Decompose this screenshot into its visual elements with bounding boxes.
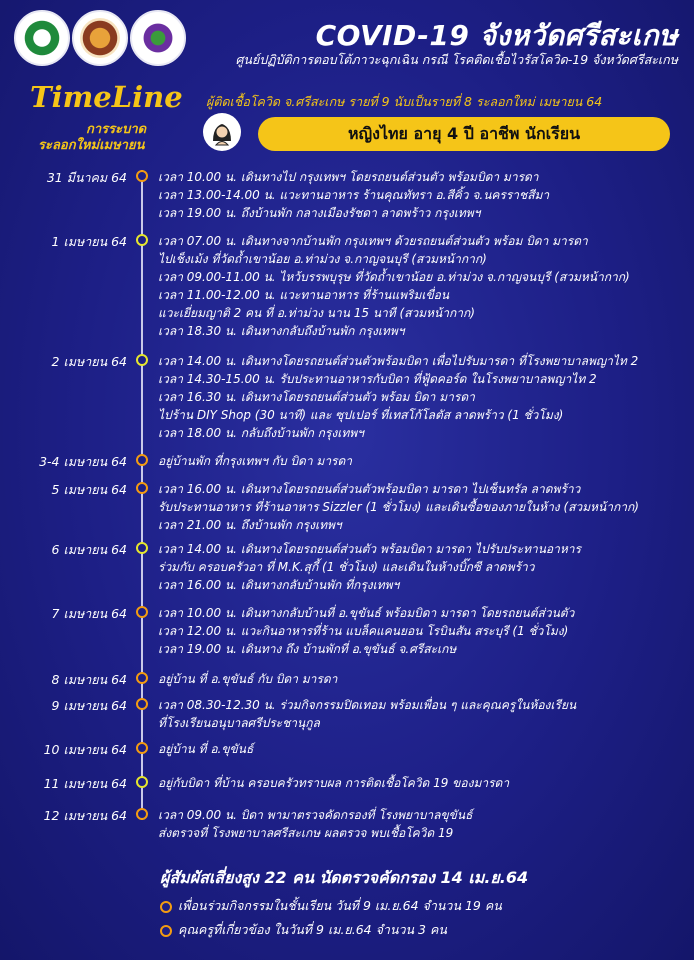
timeline-dot [136,776,148,788]
entry-line: รับประทานอาหาร ที่ร้านอาหาร Sizzler (1 ชั่วโมง) และเดินซื้อของภายในห้าง (สวมหน้ากาก) [158,500,639,514]
entry-line: เวลา 19.00 น. ถึงบ้านพัก กลางเมืองรัชดา ลาดพร้าว กรุงเทพฯ [158,206,481,220]
garuda-emblem-logo-icon [138,18,178,58]
timeline-dot [136,698,148,710]
contact-item-text: เพื่อนร่วมกิจกรรมในชั้นเรียน วันที่ 9 เม.ย.64 จำนวน 19 คน [178,898,502,913]
garuda-logo [130,10,186,66]
entry-line: เวลา 11.00-12.00 น. แวะทานอาหาร ที่ร้านแพริมเขื่อน [158,288,450,302]
entry-line: เวลา 18.00 น. กลับถึงบ้านพัก กรุงเทพฯ [158,426,364,440]
entry-line: เวลา 19.00 น. เดินทาง ถึง บ้านพักที่ อ.ขุขันธ์ จ.ศรีสะเกษ [158,642,457,656]
entry-line: ร่วมกับ ครอบครัวอา ที่ M.K.สุกี้ (1 ชั่วโมง) และเดินในห้างบิ๊กซี ลาดพร้าว [158,560,535,574]
entry-date: 10 เมษายน 64 [43,742,127,757]
entry-date: 8 เมษายน 64 [51,672,127,687]
entry-line: ไปร้าน DIY Shop (30 นาที) และ ซุปเปอร์ ที่เทสโก้โลตัส ลาดพร้าว (1 ชั่วโมง) [158,408,564,422]
entry-date: 1 เมษายน 64 [51,234,127,249]
timeline-title: TimeLine [30,80,183,114]
entry-line: เวลา 09.00-11.00 น. ไหว้บรรพบุรุษ ที่วัดถ้ำเขาน้อย อ.ท่าม่วง จ.กาญจนบุรี (สวมหน้ากาก) [158,270,630,284]
entry-line: ไปเช็งเม้ง ที่วัดถ้ำเขาน้อย อ.ท่าม่วง จ.กาญจนบุรี (สวมหน้ากาก) [158,252,487,266]
case-summary: ผู้ติดเชื้อโควิด จ.ศรีสะเกษ รายที่ 9 นับเป็นรายที่ 8 ระลอกใหม่ เมษายน 64 [206,94,603,109]
timeline-dot [136,354,148,366]
timeline-dot [136,808,148,820]
entry-line: เวลา 16.00 น. เดินทางโดยรถยนต์ส่วนตัวพร้อมบิดา มารดา ไปเซ็นทรัล ลาดพร้าว [158,482,581,496]
timeline-dot [136,482,148,494]
entry-date: 3-4 เมษายน 64 [39,454,127,469]
timeline-dot [136,606,148,618]
entry-line: อยู่กับบิดา ที่บ้าน ครอบครัวทราบผล การติดเชื้อโควิด 19 ของมารดา [158,776,510,790]
entry-line: เวลา 14.00 น. เดินทางโดยรถยนต์ส่วนตัวพร้อมบิดา เพื่อไปรับมารดา ที่โรงพยาบาลพญาไท 2 [158,354,639,368]
contacts-title: ผู้สัมผัสเสี่ยงสูง 22 คน นัดตรวจคัดกรอง 14 เม.ย.64 [160,868,529,887]
entry-line: เวลา 12.00 น. แวะกินอาหารที่ร้าน แบล็คแคนยอน โรบินสัน สระบุรี (1 ชั่วโมง) [158,624,569,638]
entry-line: เวลา 16.00 น. เดินทางกลับบ้านพัก ที่กรุงเทพฯ [158,578,400,592]
entry-line: อยู่บ้าน ที่ อ.ขุขันธ์ กับ บิดา มารดา [158,672,338,686]
timeline-line [141,170,143,820]
timeline-dot [136,170,148,182]
entry-line: ส่งตรวจที่ โรงพยาบาลศรีสะเกษ ผลตรวจ พบเชื้อโควิด 19 [158,826,454,840]
timeline-dot [136,454,148,466]
entry-date: 2 เมษายน 64 [51,354,127,369]
entry-date: 7 เมษายน 64 [51,606,127,621]
entry-line: เวลา 07.00 น. เดินทางจากบ้านพัก กรุงเทพฯ ด้วยรถยนต์ส่วนตัว พร้อม บิดา มารดา [158,234,588,248]
timeline-dot [160,925,172,937]
entry-line: เวลา 13.00-14.00 น. แวะทานอาหาร ร้านคุณทัทรา อ.สีคิ้ว จ.นครราชสีมา [158,188,550,202]
timeline-dot [136,542,148,554]
entry-date: 11 เมษายน 64 [43,776,127,791]
entry-line: อยู่บ้าน ที่ อ.ขุขันธ์ [158,742,254,756]
entry-line: ที่โรงเรียนอนุบาลศรีประชานุกูล [158,716,320,730]
girl-avatar-icon [203,113,241,151]
entry-line: เวลา 18.30 น. เดินทางกลับถึงบ้านพัก กรุงเทพฯ [158,324,405,338]
entry-line: เวลา 21.00 น. ถึงบ้านพัก กรุงเทพฯ [158,518,342,532]
entry-date: 5 เมษายน 64 [51,482,127,497]
province-logo [72,10,128,66]
header [0,0,694,80]
ministry-of-public-health-logo-icon [22,18,62,58]
contact-item [160,920,447,940]
timeline-subtitle-1: การระบาด [86,122,147,137]
entry-date: 12 เมษายน 64 [43,808,127,823]
entry-line: เวลา 10.00 น. เดินทางกลับบ้านที่ อ.ขุขันธ์ พร้อมบิดา มารดา โดยรถยนต์ส่วนตัว [158,606,575,620]
timeline-dot [136,742,148,754]
entry-line: เวลา 16.30 น. เดินทางโดยรถยนต์ส่วนตัว พร้อม บิดา มารดา [158,390,475,404]
entry-date: 9 เมษายน 64 [51,698,127,713]
timeline-subtitle-2: ระลอกใหม่เมษายน [38,138,145,153]
timeline-dot [136,234,148,246]
page-subtitle: ศูนย์ปฏิบัติการตอบโต้ภาวะฉุกเฉิน กรณี โรคติดเชื้อไวรัสโควิด-19 จังหวัดศรีสะเกษ [235,52,678,67]
entry-date: 31 มีนาคม 64 [46,170,127,185]
entry-line: เวลา 08.30-12.30 น. ร่วมกิจกรรมปิดเทอม พร้อมเพื่อน ๆ และคุณครูในห้องเรียน [158,698,577,712]
entry-date: 6 เมษายน 64 [51,542,127,557]
entry-line: เวลา 14.00 น. เดินทางโดยรถยนต์ส่วนตัว พร้อมบิดา มารดา ไปรับประทานอาหาร [158,542,581,556]
ministry-logo [14,10,70,66]
entry-line: เวลา 09.00 น. บิดา พามาตรวจคัดกรองที่ โรงพยาบาลขุขันธ์ [158,808,473,822]
entry-line: เวลา 14.30-15.00 น. รับประทานอาหารกับบิดา ที่ฟู้ดคอร์ด ในโรงพยาบาลพญาไท 2 [158,372,597,386]
entry-line: แวะเยี่ยมญาติ 2 คน ที่ อ.ท่าม่วง นาน 15 นาที (สวมหน้ากาก) [158,306,475,320]
timeline-dot [136,672,148,684]
province-seal-logo-icon [80,18,120,58]
entry-line: เวลา 10.00 น. เดินทางไป กรุงเทพฯ โดยรถยนต์ส่วนตัว พร้อมบิดา มารดา [158,170,539,184]
contact-item-text: คุณครูที่เกี่ยวข้อง ในวันที่ 9 เม.ย.64 จำนวน 3 คน [178,922,447,937]
entry-line: อยู่บ้านพัก ที่กรุงเทพฯ กับ บิดา มารดา [158,454,353,468]
case-profile-badge: หญิงไทย อายุ 4 ปี อาชีพ นักเรียน [258,117,670,151]
contact-item [160,896,502,916]
timeline-dot [160,901,172,913]
page-title: COVID-19 จังหวัดศรีสะเกษ [315,19,678,52]
